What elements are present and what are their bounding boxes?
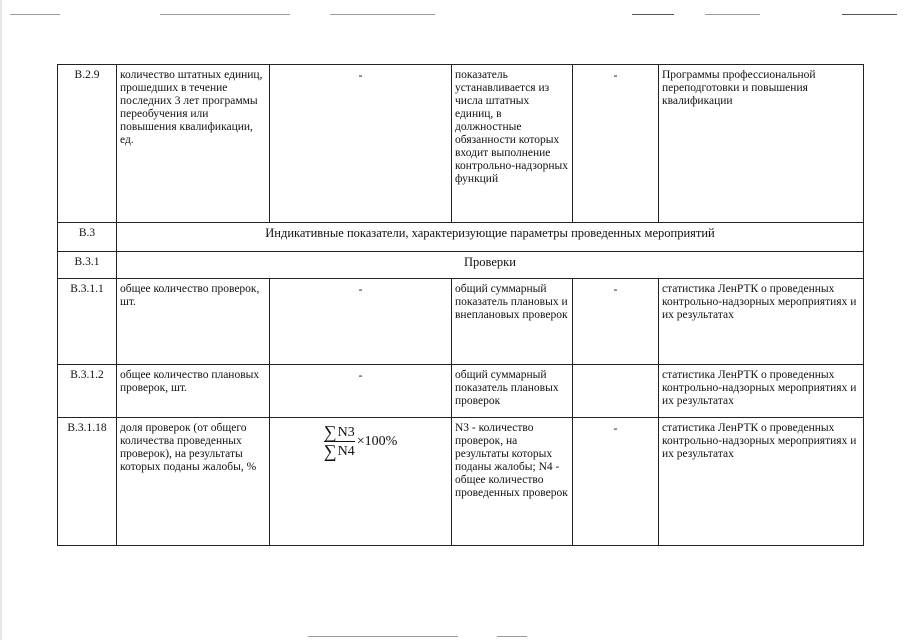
row-code: В.3.1.18 <box>58 418 117 546</box>
extra-cell <box>573 365 659 418</box>
indicator-name: общее количество проверок, шт. <box>117 279 270 365</box>
extra-cell: - <box>573 65 659 223</box>
data-source: Программы профессиональной переподготовки и повышения квалификации <box>659 65 864 223</box>
scan-artifact-line <box>330 14 435 15</box>
subsection-title: Проверки <box>117 252 864 279</box>
formula-fraction <box>324 424 355 459</box>
sum-symbol: ∑ <box>323 422 337 442</box>
scan-left-edge <box>0 0 2 640</box>
table-row <box>58 279 864 365</box>
ratio-formula <box>273 424 448 459</box>
section-row <box>58 223 864 252</box>
formula-cell: - <box>270 279 452 365</box>
indicator-description: N3 - количество проверок, на результаты которых поданы жалобы; N4 - общее количество проведенных проверок <box>452 418 573 546</box>
table-row <box>58 365 864 418</box>
formula-suffix: ×100% <box>356 434 398 449</box>
indicator-description: общий суммарный показатель плановых проверок <box>452 365 573 418</box>
row-code: В.3 <box>58 223 117 252</box>
formula-cell: - <box>270 365 452 418</box>
formula-denominator: N4 <box>337 443 355 459</box>
scan-artifact-line <box>160 14 290 15</box>
extra-cell: - <box>573 279 659 365</box>
scan-artifact-line <box>842 14 897 15</box>
row-code: В.3.1 <box>58 252 117 279</box>
section-title: Индикативные показатели, характеризующие параметры проведенных мероприятий <box>117 223 864 252</box>
indicators-table <box>57 64 864 546</box>
formula-cell: - <box>270 65 452 223</box>
formula-numerator: N3 <box>337 424 355 440</box>
scan-artifact-line <box>497 636 527 637</box>
data-source: статистика ЛенРТК о проведенных контрольно-надзорных мероприятиях и их результатах <box>659 279 864 365</box>
table-row <box>58 418 864 546</box>
indicator-description: общий суммарный показатель плановых и внеплановых проверок <box>452 279 573 365</box>
indicator-description: показатель устанавливается из числа штатных единиц, в должностные обязанности которых входит выполнение контрольно-надзорных функций <box>452 65 573 223</box>
sum-symbol: ∑ <box>323 441 337 461</box>
formula-cell <box>270 418 452 546</box>
data-source: статистика ЛенРТК о проведенных контрольно-надзорных мероприятиях и их результатах <box>659 365 864 418</box>
scan-artifact-line <box>308 636 458 637</box>
indicator-name: доля проверок (от общего количества проведенных проверок), на результаты которых поданы жалобы, % <box>117 418 270 546</box>
row-code: В.2.9 <box>58 65 117 223</box>
table-row <box>58 65 864 223</box>
indicator-name: количество штатных единиц, прошедших в течение последних 3 лет программы переобучения или повышения квалификации, ед. <box>117 65 270 223</box>
scan-artifact-line <box>705 14 760 15</box>
scan-artifact-line <box>632 14 674 15</box>
row-code: В.3.1.1 <box>58 279 117 365</box>
indicator-name: общее количество плановых проверок, шт. <box>117 365 270 418</box>
extra-cell: - <box>573 418 659 546</box>
row-code: В.3.1.2 <box>58 365 117 418</box>
data-source: статистика ЛенРТК о проведенных контрольно-надзорных мероприятиях и их результатах <box>659 418 864 546</box>
subsection-row <box>58 252 864 279</box>
scan-artifact-line <box>10 14 60 15</box>
